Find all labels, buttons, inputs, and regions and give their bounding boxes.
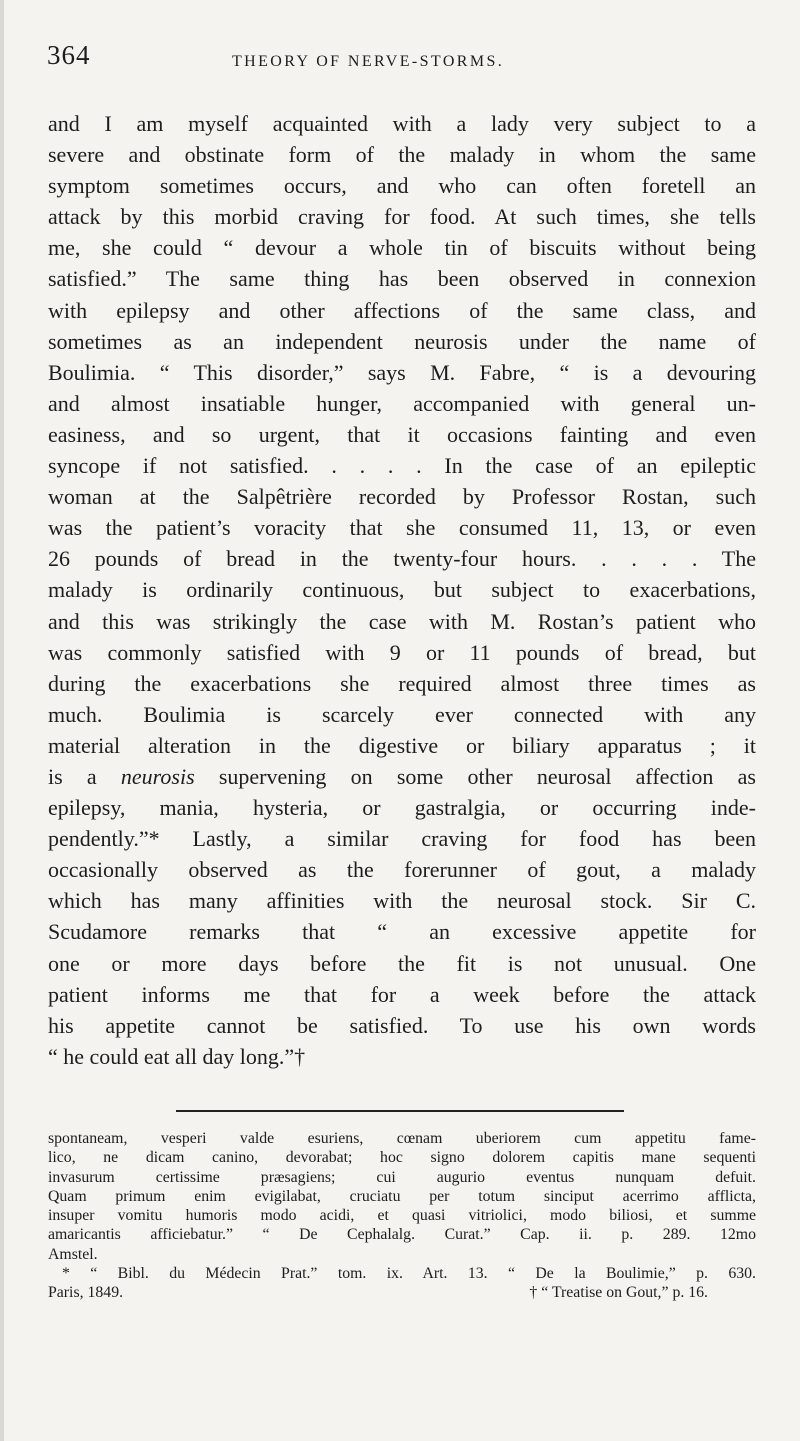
page-number: 364 (47, 40, 91, 70)
footnote-line: Quam primum enim evigilabat, cruciatu per totum sinciput acerrimo afflicta, (48, 1187, 756, 1205)
text-line: satisfied.” The same thing has been observed in connexion (48, 266, 756, 292)
text-line-with-italic (48, 761, 756, 792)
footnote-line: lico, ne dicam canino, devorabat; hoc signo dolorem capitis mane sequenti (48, 1149, 756, 1167)
text-segment: supervening on some other neurosal affection as (194, 763, 756, 789)
text-line: sometimes as an independent neurosis under the name of (48, 328, 756, 354)
text-line: and this was strikingly the case with M. Rostan’s patient who (48, 608, 756, 634)
text-line: epilepsy, mania, hysteria, or gastralgia, or occurring inde- (48, 795, 756, 821)
text-line: easiness, and so urgent, that it occasions fainting and even (48, 421, 756, 447)
footnote-line: invasurum certissime præsagiens; cui augurio eventus nunquam defuit. (48, 1168, 756, 1186)
text-segment: is a (48, 763, 121, 789)
text-line: was commonly satisfied with 9 or 11 pounds of bread, but (48, 639, 756, 665)
text-line: was the patient’s voracity that she consumed 11, 13, or even (48, 515, 756, 541)
page-edge (0, 0, 4, 1441)
footnote-divider (176, 1110, 624, 1112)
text-line: attack by this morbid craving for food. At such times, she tells (48, 204, 756, 230)
text-line: woman at the Salpêtrière recorded by Professor Rostan, such (48, 484, 756, 510)
text-line: Scudamore remarks that “ an excessive appetite for (48, 919, 756, 945)
footnote-star-continued: Paris, 1849. (48, 1284, 124, 1302)
text-line: one or more days before the fit is not unusual. One (48, 950, 756, 976)
footnote-line: amaricantis afficiebatur.” “ De Cephalalg. Curat.” Cap. ii. p. 289. 12mo (48, 1226, 756, 1244)
text-line: “ he could eat all day long.”† (48, 1043, 306, 1069)
text-line: patient informs me that for a week before the attack (48, 981, 756, 1007)
text-line: severe and obstinate form of the malady in whom the same (48, 142, 756, 168)
running-title: THEORY OF NERVE-STORMS. (232, 53, 505, 70)
footnote-dagger: † “ Treatise on Gout,” p. 16. (529, 1284, 708, 1302)
text-line: pendently.”* Lastly, a similar craving for food has been (48, 826, 756, 852)
footnote-row (48, 1283, 756, 1302)
italic-term: neurosis (120, 763, 195, 789)
footnote-star: * “ Bibl. du Médecin Prat.” tom. ix. Art. 13. “ De la Boulimie,” p. 630. (62, 1265, 756, 1283)
footnotes (48, 1129, 756, 1303)
text-line: which has many affinities with the neurosal stock. Sir C. (48, 888, 756, 914)
text-line: syncope if not satisfied. . . . . In the case of an epileptic (48, 453, 756, 479)
text-line: much. Boulimia is scarcely ever connected with any (48, 701, 756, 727)
text-line: me, she could “ devour a whole tin of biscuits without being (48, 235, 756, 261)
text-line: Boulimia. “ This disorder,” says M. Fabre, “ is a devouring (48, 359, 756, 385)
text-line: material alteration in the digestive or biliary apparatus ; it (48, 732, 756, 758)
text-line: malady is ordinarily continuous, but subject to exacerbations, (48, 577, 756, 603)
text-line: and almost insatiable hunger, accompanied with general un- (48, 390, 756, 416)
text-line: with epilepsy and other affections of the same class, and (48, 297, 756, 323)
footnote-line: Amstel. (48, 1245, 98, 1263)
text-line: his appetite cannot be satisfied. To use his own words (48, 1012, 756, 1038)
text-line: occasionally observed as the forerunner of gout, a malady (48, 857, 756, 883)
text-line: and I am myself acquainted with a lady very subject to a (48, 111, 756, 136)
text-line: 26 pounds of bread in the twenty-four hours. . . . . The (48, 546, 756, 572)
text-line: symptom sometimes occurs, and who can often foretell an (48, 173, 756, 199)
text-line: during the exacerbations she required almost three times as (48, 670, 756, 696)
footnote-line: spontaneam, vesperi valde esuriens, cœnam uberiorem cum appetitu fame- (48, 1130, 756, 1147)
main-text (48, 108, 756, 1072)
footnote-line: insuper vomitu humoris modo acidi, et quasi vitriolici, modo biliosi, et summe (48, 1207, 756, 1225)
